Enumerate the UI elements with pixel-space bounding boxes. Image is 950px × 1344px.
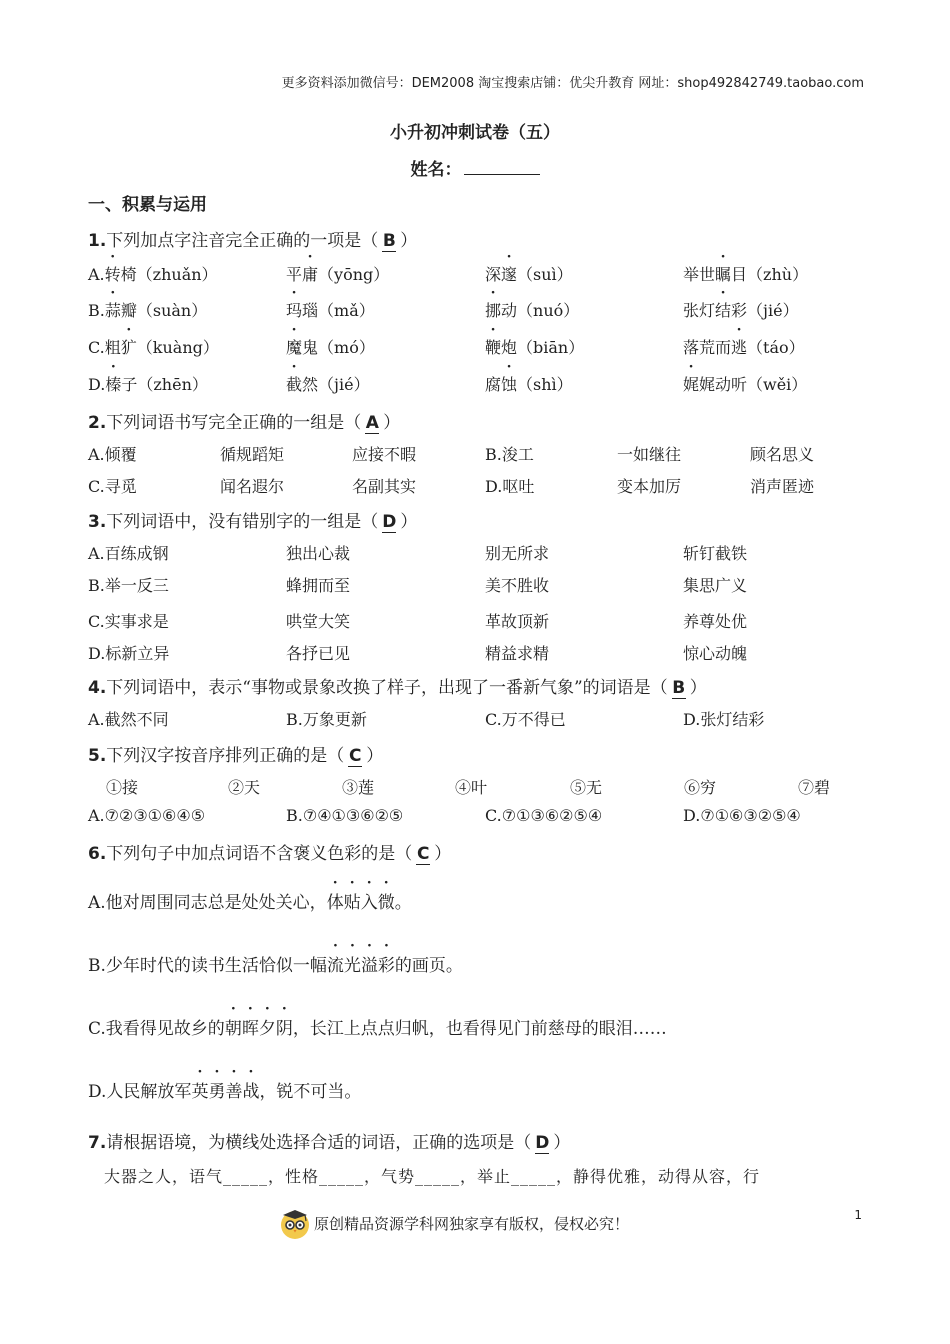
char-item: ⑥穷: [684, 778, 717, 797]
word-item: 斩钉截铁: [683, 544, 748, 563]
question-2: 2.下列词语书写完全正确的一组是（ A ）: [88, 413, 401, 433]
word-item: 独出心裁: [286, 544, 351, 563]
word-item: 蜂拥而至: [286, 576, 351, 595]
name-label: 姓名：: [410, 160, 462, 180]
char-item: ②天: [228, 778, 261, 797]
pinyin-item: B.蒜瓣（suàn）: [88, 298, 207, 321]
char-item: ⑦碧: [798, 778, 831, 797]
dotted-char: 榛: [105, 375, 122, 394]
char-item: ③莲: [342, 778, 375, 797]
answer-7: D: [535, 1133, 550, 1153]
pinyin-item: 娓娓动听（wěi）: [683, 372, 807, 395]
answer-6: C: [417, 844, 430, 864]
copyright-text: 原创精品资源学科网独家享有版权，侵权必究！: [314, 1214, 630, 1233]
dotted-char: 结: [715, 301, 732, 320]
word-item: B.浚工: [485, 445, 534, 464]
dotted-char: 庸: [302, 265, 319, 284]
answer-4: B: [672, 678, 686, 698]
word-item: 名副其实: [352, 477, 417, 496]
question-4: 4.下列词语中，表示“事物或景象改换了样子，出现了一番新气象”的词语是（ B ）: [88, 678, 707, 698]
footer: [278, 1206, 629, 1240]
pinyin-item: A.转椅（zhuǎn）: [88, 262, 218, 285]
dotted-char: 玛: [286, 301, 303, 320]
dotted-phrase: 体贴入微: [326, 893, 395, 913]
name-blank: [464, 158, 540, 175]
word-item: 各抒已见: [286, 644, 351, 663]
word-item: D.标新立异: [88, 644, 170, 663]
pinyin-item: 举世瞩目（zhù）: [683, 262, 808, 285]
option: A.截然不同: [88, 710, 169, 729]
dotted-char: 转: [104, 265, 121, 284]
answer-5: C: [349, 746, 362, 766]
word-item: A.倾覆: [88, 445, 137, 464]
page-number: 1: [854, 1208, 862, 1222]
dotted-char: 鞭: [485, 338, 502, 357]
q6-sentence: B.少年时代的读书生活恰似一幅流光溢彩的画页。: [88, 956, 463, 976]
word-item: 变本加厉: [617, 477, 682, 496]
word-item: C.实事求是: [88, 612, 169, 631]
owl-logo-icon: [278, 1206, 312, 1240]
question-7: 7.请根据语境，为横线处选择合适的词语，正确的选项是（ D ）: [88, 1133, 571, 1153]
answer-1: B: [382, 231, 396, 251]
dotted-phrase: 流光溢彩: [326, 956, 395, 976]
char-item: ④叶: [455, 778, 488, 797]
pinyin-item: 鞭炮（biān）: [485, 335, 584, 358]
question-5: 5.下列汉字按音序排列正确的是（ C ）: [88, 746, 384, 766]
word-item: B.举一反三: [88, 576, 169, 595]
page-header: 更多资料添加微信号：DEM2008 淘宝搜索店铺：优尖升教育 网址：shop492842749.taobao.com: [281, 76, 864, 91]
q6-sentence: A.他对周围同志总是处处关心，体贴入微。: [88, 893, 412, 913]
word-item: 闻名遐尔: [220, 477, 285, 496]
dotted-char: 截: [286, 375, 303, 394]
dotted-char: 娓: [683, 375, 700, 394]
option: B.万象更新: [286, 710, 367, 729]
word-item: 顾名思义: [750, 445, 815, 464]
word-item: 精益求精: [485, 644, 550, 663]
dotted-phrase: 英勇善战: [191, 1082, 260, 1102]
question-3: 3.下列词语中，没有错别字的一组是（ D ）: [88, 512, 418, 532]
dotted-char: 蒜: [104, 301, 121, 320]
word-item: A.百练成钢: [88, 544, 169, 563]
pinyin-item: 挪动（nuó）: [485, 298, 579, 321]
pinyin-item: 平庸（yōng）: [286, 262, 389, 285]
char-item: ①接: [106, 778, 139, 797]
word-item: C.寻觅: [88, 477, 137, 496]
dotted-char: 犷: [120, 338, 137, 357]
q6-sentence: C.我看得见故乡的朝晖夕阴，长江上点点归帆，也看得见门前慈母的眼泪……: [88, 1019, 667, 1039]
dotted-char: 魔: [286, 338, 303, 357]
option: A.⑦②③①⑥④⑤: [88, 806, 206, 825]
word-item: 美不胜收: [485, 576, 550, 595]
dotted-char: 邃: [501, 265, 518, 284]
dotted-char: 瞩: [715, 265, 732, 284]
word-item: 惊心动魄: [683, 644, 748, 663]
q6-sentence: D.人民解放军英勇善战，锐不可当。: [88, 1082, 362, 1102]
dotted-char: 挪: [485, 301, 502, 320]
word-item: 消声匿迹: [750, 477, 815, 496]
dotted-phrase: 朝晖夕阴: [224, 1019, 293, 1039]
page-title: 小升初冲刺试卷（五）: [390, 123, 560, 143]
question-1: 1.下列加点字注音完全正确的一项是（ B ）: [88, 231, 418, 251]
pinyin-item: D.榛子（zhēn）: [88, 372, 208, 395]
answer-2: A: [365, 413, 379, 433]
option: C.万不得已: [485, 710, 566, 729]
pinyin-item: C.粗犷（kuàng）: [88, 335, 219, 358]
char-item: ⑤无: [570, 778, 603, 797]
answer-3: D: [382, 512, 397, 532]
word-item: 应接不暇: [352, 445, 417, 464]
word-item: 哄堂大笑: [286, 612, 351, 631]
section-heading: 一、积累与运用: [88, 195, 207, 215]
pinyin-item: 魔鬼（mó）: [286, 335, 375, 358]
option: D.⑦①⑥③②⑤④: [683, 806, 801, 825]
dotted-char: 蚀: [501, 375, 518, 394]
pinyin-item: 深邃（suì）: [485, 262, 573, 285]
name-line: [0, 155, 950, 180]
pinyin-item: 腐蚀（shì）: [485, 372, 573, 395]
dotted-char: 逃: [731, 338, 748, 357]
pinyin-item: 玛瑙（mǎ）: [286, 298, 375, 321]
pinyin-item: 截然（jié）: [286, 372, 370, 395]
option: D.张灯结彩: [683, 710, 765, 729]
question-6: 6.下列句子中加点词语不含褒义色彩的是（ C ）: [88, 844, 452, 864]
option: C.⑦①③⑥②⑤④: [485, 806, 603, 825]
word-item: 循规蹈矩: [220, 445, 285, 464]
word-item: D.呕吐: [485, 477, 535, 496]
pinyin-item: 张灯结彩（jié）: [683, 298, 799, 321]
word-item: 一如继往: [617, 445, 682, 464]
pinyin-item: 落荒而逃（táo）: [683, 335, 805, 358]
word-item: 革故顶新: [485, 612, 550, 631]
option: B.⑦④①③⑥②⑤: [286, 806, 404, 825]
word-item: 集思广义: [683, 576, 748, 595]
word-item: 养尊处优: [683, 612, 748, 631]
q7-passage: 大器之人，语气_____，性格_____，气势_____，举止_____，静得优雅，动得从容，行: [104, 1167, 761, 1186]
word-item: 别无所求: [485, 544, 550, 563]
